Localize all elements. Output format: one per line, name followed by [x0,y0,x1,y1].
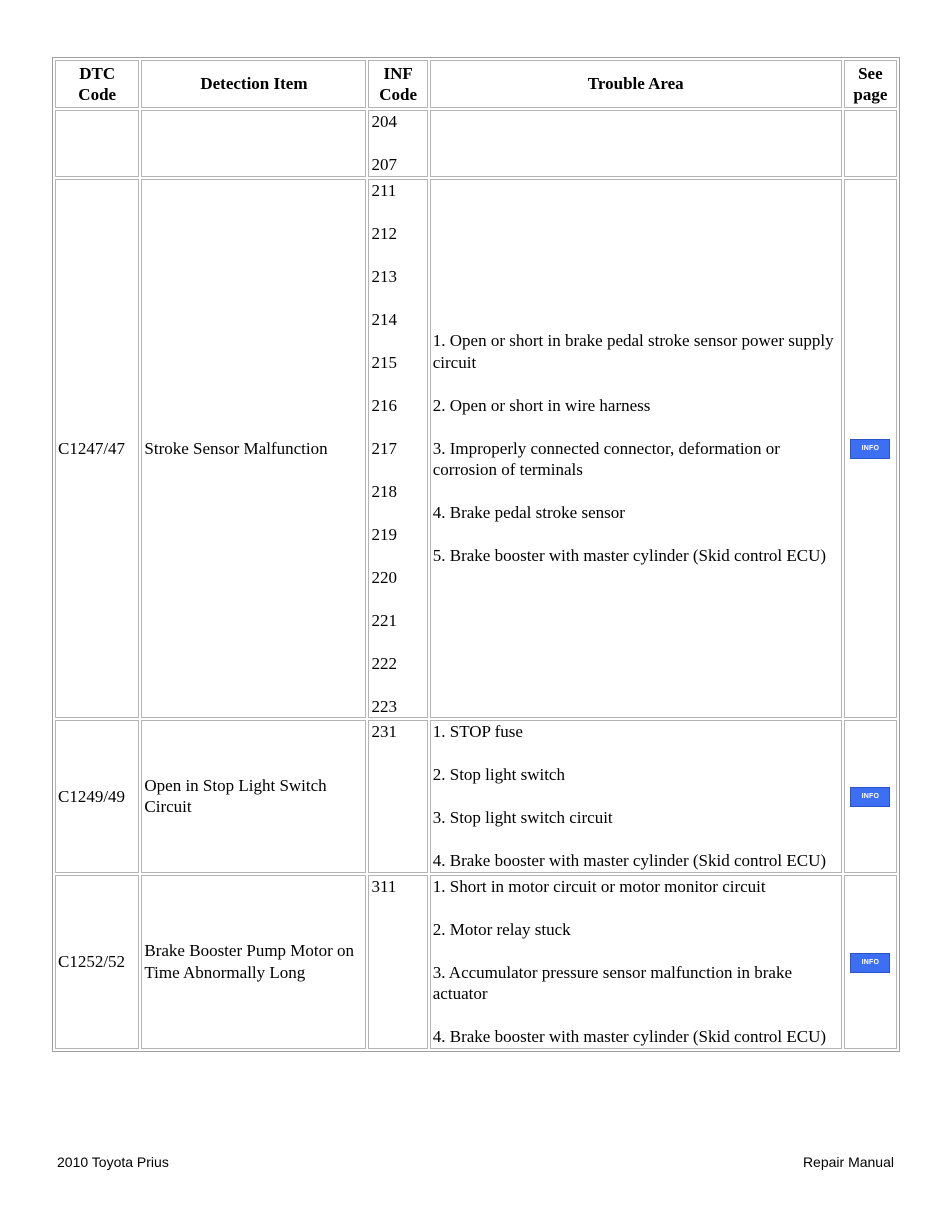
dtc-code-cell: C1247/47 [55,179,139,719]
inf-code: 218 [371,481,397,501]
inf-code: 311 [371,876,397,896]
trouble-area-cell [430,179,842,719]
info-link-button[interactable]: INFO [850,787,890,807]
trouble-area-item: 3. Stop light switch circuit [432,808,613,827]
inf-code: 216 [371,395,397,415]
trouble-area-item: 4. Brake booster with master cylinder (Skid control ECU) [432,851,827,870]
inf-code: 217 [371,438,397,458]
dtc-code-cell: C1249/49 [55,720,139,873]
table-row [55,875,897,1049]
inf-code: 215 [371,352,397,372]
trouble-area-item: 1. Short in motor circuit or motor monitor circuit [432,876,766,896]
trouble-area-item: 3. Accumulator pressure sensor malfunction in brake actuator [432,962,793,1003]
footer-manual-title: Repair Manual [802,1154,894,1170]
footer-vehicle: 2010 Toyota Prius [57,1154,169,1170]
see-page-cell [844,720,897,873]
table-row [55,720,897,873]
inf-code: 221 [371,610,397,630]
trouble-area-item: 4. Brake booster with master cylinder (Skid control ECU) [432,1027,827,1046]
dtc-code-cell: C1252/52 [55,875,139,1049]
detection-item-cell: Open in Stop Light Switch Circuit [141,720,366,873]
trouble-area-item: 1. Open or short in brake pedal stroke sensor power supply circuit [432,331,834,372]
trouble-area-item: 2. Open or short in wire harness [432,395,651,415]
inf-code: 223 [371,696,397,716]
info-link-button[interactable]: INFO [850,953,890,973]
trouble-area-item: 2. Motor relay stuck [432,919,571,939]
table-row [55,110,897,177]
inf-code: 214 [371,309,397,329]
inf-code-cell [368,875,427,1049]
inf-code: 212 [371,223,397,243]
inf-code-cell [368,179,427,719]
inf-code: 204 [371,112,397,131]
inf-code: 213 [371,266,397,286]
header-row [55,60,897,108]
inf-code: 220 [371,567,397,587]
header-inf-code: INF Code [368,60,427,108]
inf-code: 219 [371,524,397,544]
info-link-button[interactable]: INFO [850,439,890,459]
inf-code-cell [368,720,427,873]
header-dtc-code: DTC Code [55,60,139,108]
inf-code: 207 [371,155,397,174]
trouble-area-cell [430,875,842,1049]
inf-code: 211 [371,180,397,200]
header-trouble-area: Trouble Area [430,60,842,108]
trouble-area-cell [430,110,842,177]
table-row [55,179,897,719]
dtc-table [52,57,900,1052]
trouble-area-item: 4. Brake pedal stroke sensor [432,503,625,522]
inf-code-cell [368,110,427,177]
trouble-area-cell [430,720,842,873]
header-detection-item: Detection Item [141,60,366,108]
trouble-area-item: 5. Brake booster with master cylinder (Skid control ECU) [432,546,827,565]
see-page-cell [844,875,897,1049]
header-see-page: See page [844,60,897,108]
see-page-cell [844,110,897,177]
detection-item-cell: Stroke Sensor Malfunction [141,179,366,719]
inf-code: 222 [371,653,397,673]
trouble-area-item: 3. Improperly connected connector, deformation or corrosion of terminals [432,438,780,479]
trouble-area-item: 1. STOP fuse [432,722,523,741]
detection-item-cell: Brake Booster Pump Motor on Time Abnormally Long [141,875,366,1049]
inf-code: 231 [371,722,397,741]
see-page-cell [844,179,897,719]
trouble-area-item: 2. Stop light switch [432,765,565,784]
detection-item-cell [141,110,366,177]
dtc-code-cell [55,110,139,177]
